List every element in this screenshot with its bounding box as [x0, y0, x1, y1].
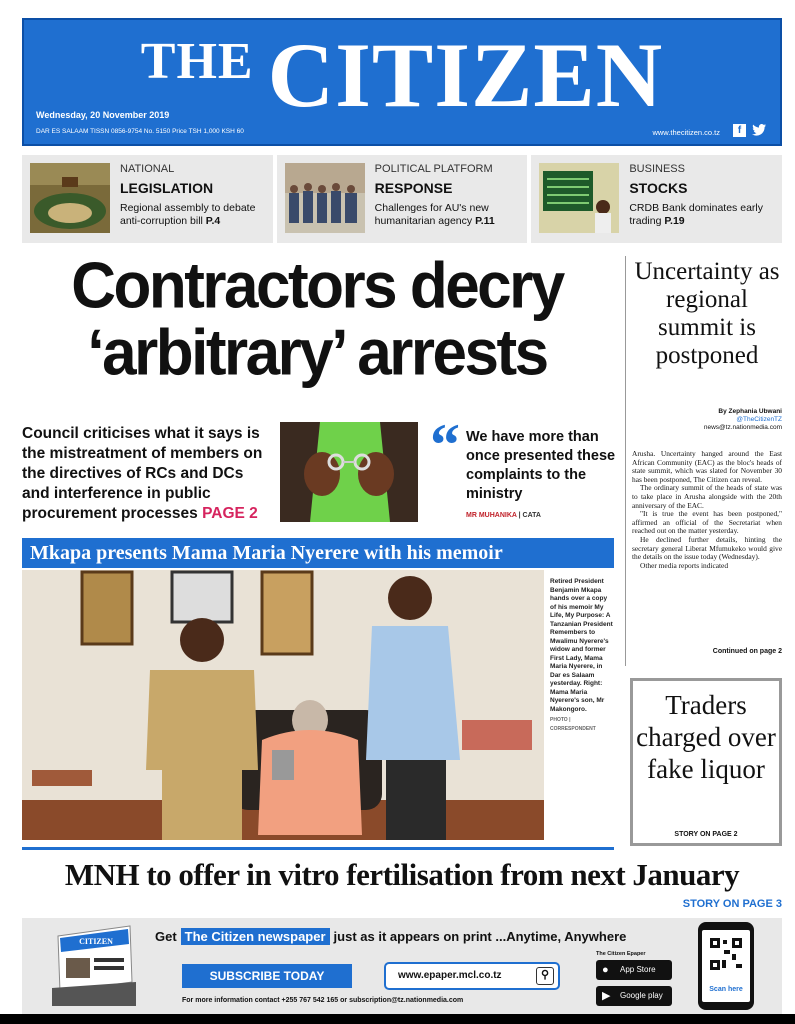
issue-details: DAR ES SALAAM TISSN 0856-9754 No. 5150 Price TSH 1,000 KSH 60 — [36, 128, 244, 135]
quote-attribution: MR MUHANIKA | CATA — [466, 512, 541, 519]
teaser-text: Challenges for AU's new humanitarian agency P.11 — [374, 202, 495, 227]
masthead — [22, 18, 782, 146]
quote-mark-icon: “ — [430, 412, 460, 478]
twitter-icon[interactable] — [752, 124, 766, 137]
epaper-url[interactable]: www.epaper.mcl.co.tz ⚲ — [384, 962, 560, 990]
facebook-icon[interactable]: f — [733, 124, 746, 137]
thumb-title: CITIZEN — [79, 937, 113, 946]
issue-date: Wednesday, 20 November 2019 — [36, 110, 170, 120]
newspaper-title: THE CITIZEN — [140, 24, 664, 126]
phone-qr[interactable]: Scan here — [698, 922, 754, 1010]
column-divider — [625, 256, 626, 666]
traders-story-link[interactable]: STORY ON PAGE 2 — [674, 831, 738, 838]
subscribe-button[interactable]: SUBSCRIBE TODAY — [182, 964, 352, 988]
teaser-text: CRDB Bank dominates early trading P.19 — [629, 202, 763, 227]
lead-deck: Council criticises what it says is the mistreatment of members on the directives of RCs and DCs and interference in public procurement processes PAGE 2 — [22, 425, 263, 522]
sidebar-headline[interactable]: Uncertainty as regional summit is postponed — [634, 258, 780, 369]
bottom-story-link[interactable]: STORY ON PAGE 3 — [682, 898, 782, 910]
teaser-category: BUSINESS — [629, 163, 685, 175]
mkapa-nyerere-photo — [22, 570, 544, 840]
lead-headline[interactable]: Contractors decry ‘arbitrary’ arrests — [71, 249, 563, 390]
google-play-button[interactable]: ▶ Google play — [596, 986, 672, 1006]
photo-story-title[interactable]: Mkapa presents Mama Maria Nyerere with his memoir — [22, 538, 614, 568]
sidebar-body: Arusha. Uncertainty hanged around the East African Community (EAC) as the bloc's heads of state summit, which was slated for November 30 has been postponed, The Citizen can reveal. The ordinary summit of the heads of state was to take place in Arusha alongside with the 20th anniversary of the EAC. "It is true the event has been postponed," affirmed an official of the Secretariat when reached out on the matter yesterday. He declined further details, hinting the secretary general Liberat Mfumukeko would give the details on the issue today (Wednesday). Other media reports indicated — [632, 449, 782, 570]
apple-icon: ● — [602, 964, 609, 976]
teaser-text: Regional assembly to debate anti-corruption bill P.4 — [120, 202, 256, 227]
bottom-bar — [0, 1014, 795, 1024]
contact-info: For more information contact +255 767 542 165 or subscription@tz.nationmedia.com — [182, 997, 464, 1004]
search-icon[interactable]: ⚲ — [536, 967, 554, 985]
qr-code-icon — [702, 930, 750, 982]
divider — [22, 847, 614, 850]
teaser-category: NATIONAL — [120, 163, 175, 175]
photo-caption: Retired President Benjamin Mkapa hands over a copy of his memoir My Life, My Purpose: A Tanzanian President Remembers to Mwalimu Nyerere's widow and former First Lady, Mama Maria Nyerere, in Dar es Salaam yesterday. Right: Mama Maria Nyerere's son, Mr Makongoro. PHOTO | CORRESPONDENT — [550, 578, 613, 732]
teaser-national[interactable] — [22, 155, 273, 243]
teaser-strip — [22, 155, 782, 243]
epaper-promo — [22, 918, 782, 1014]
app-store-button[interactable]: ● App Store — [596, 960, 672, 980]
teaser-business[interactable] — [531, 155, 782, 243]
newspaper-thumbnail — [52, 922, 136, 1006]
handcuffed-hands-photo — [280, 422, 418, 522]
social-links — [733, 124, 766, 137]
teaser-political[interactable] — [277, 155, 528, 243]
continued-link[interactable]: Continued on page 2 — [712, 648, 782, 655]
teaser-headline: LEGISLATION — [120, 180, 214, 196]
teaser-headline: STOCKS — [629, 180, 688, 196]
teaser-category: POLITICAL PLATFORM — [374, 163, 493, 175]
website-link[interactable]: www.thecitizen.co.tz — [652, 128, 720, 137]
promo-tagline: Get The Citizen newspaper just as it appears on print ...Anytime, Anywhere — [155, 929, 627, 944]
bottom-headline[interactable]: MNH to offer in vitro fertilisation from next January — [64, 857, 740, 892]
pull-quote: We have more than once presented these complaints to the ministry — [466, 429, 616, 502]
group-photo — [285, 163, 365, 233]
app-label: The Citizen Epaper — [596, 951, 646, 957]
play-icon: ▶ — [602, 990, 611, 1002]
teaser-headline: RESPONSE — [374, 180, 453, 196]
traders-headline: Traders charged over fake liquor — [636, 690, 776, 784]
byline: By Zephania Ubwani @TheCitizenTZ news@tz.nationmedia.com — [703, 408, 782, 431]
lead-page-ref[interactable]: PAGE 2 — [202, 505, 258, 522]
stock-board-photo — [539, 163, 619, 233]
traders-box[interactable] — [630, 678, 782, 846]
parliament-photo — [30, 163, 110, 233]
